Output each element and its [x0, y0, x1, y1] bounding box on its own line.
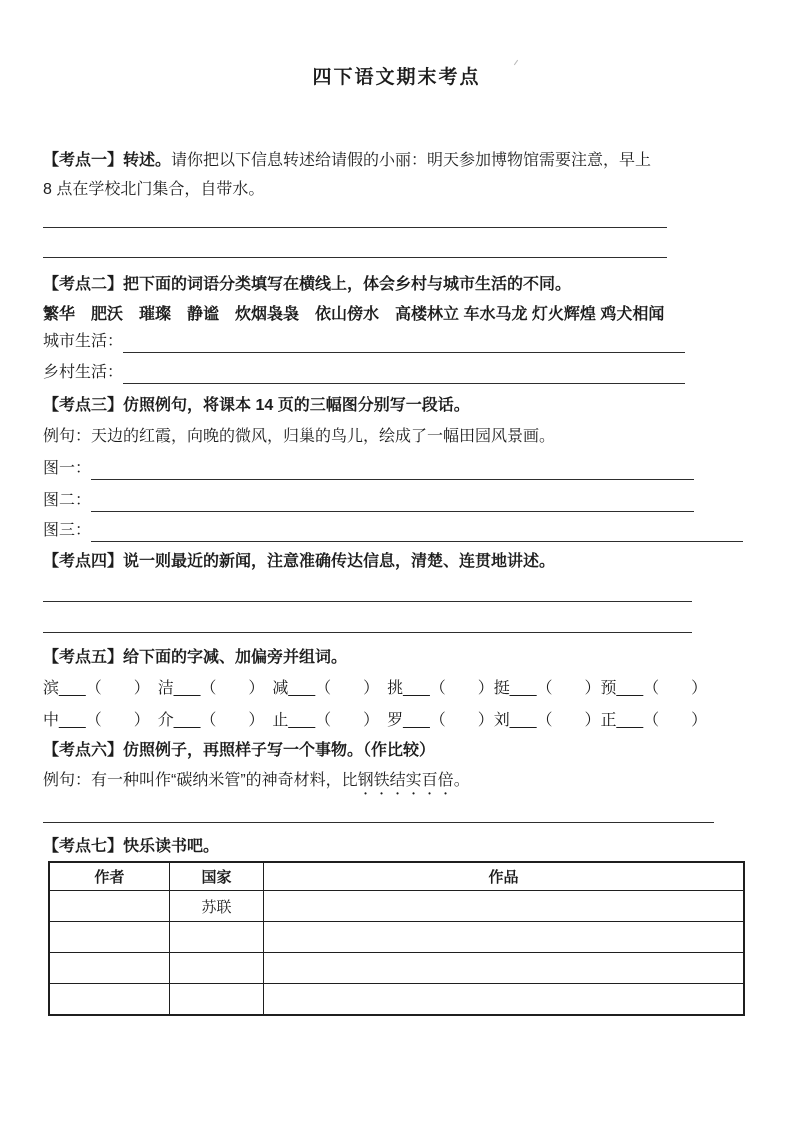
- table-row: [49, 922, 744, 953]
- work-cell: [264, 984, 744, 1016]
- section5-label: 【考点五】给下面的字减、加偏旁并组词。: [43, 649, 348, 666]
- work-cell: [264, 891, 744, 922]
- answer-line: [43, 257, 667, 258]
- figure2-label: 图二：: [43, 492, 92, 509]
- city-life-blank: [123, 335, 685, 353]
- figure1-blank: [91, 462, 694, 480]
- author-cell: [49, 891, 169, 922]
- section4-label: 【考点四】说一则最近的新闻，注意准确传达信息，清楚、连贯地讲述。: [43, 553, 556, 570]
- section1-line2: 8 点在学校北门集合，自带水。: [43, 181, 265, 198]
- answer-line: [43, 822, 714, 823]
- country-cell: [169, 953, 263, 984]
- author-cell: [49, 984, 169, 1016]
- work-cell: [264, 953, 744, 984]
- section1-text: 请你把以下信息转述给请假的小丽：明天参加博物馆需要注意，早上: [171, 152, 652, 169]
- section3-example: 例句：天边的红霞，向晚的微风，归巢的鸟儿，绘成了一幅田园风景画。: [43, 428, 556, 445]
- figure2-blank: [91, 494, 694, 512]
- village-life-label: 乡村生活：: [43, 364, 124, 381]
- work-column-header: 作品: [264, 862, 744, 891]
- table-row: [49, 984, 744, 1016]
- answer-line: [43, 632, 692, 633]
- section2-city-row: [43, 331, 685, 353]
- figure3-blank: [91, 524, 743, 542]
- table-row: [49, 891, 744, 922]
- section2-label: 【考点二】把下面的词语分类填写在横线上，体会乡村与城市生活的不同。: [43, 276, 572, 293]
- figure3-label: 图三：: [43, 522, 92, 539]
- section6-example: [43, 770, 470, 798]
- reading-table: [48, 861, 745, 1016]
- country-column-header: 国家: [169, 862, 263, 891]
- figure2-row: [43, 490, 694, 512]
- figure1-row: [43, 458, 694, 480]
- table-row: [49, 953, 744, 984]
- section2-village-row: [43, 362, 685, 384]
- page-title: 四下语文期末考点: [312, 67, 481, 88]
- section6-example-pre: 例句：有一种叫作“碳纳米管”的神奇材料，比: [43, 772, 358, 789]
- country-cell: [169, 922, 263, 953]
- answer-line: [43, 601, 692, 602]
- section5-row2: 中___（ ） 介___（ ） 止___（ ） 罗___（ ）刘___（ ）正___（ ）: [43, 712, 708, 729]
- country-cell: 苏联: [169, 891, 263, 922]
- figure1-label: 图一：: [43, 460, 92, 477]
- city-life-label: 城市生活：: [43, 333, 124, 350]
- author-cell: [49, 953, 169, 984]
- country-cell: [169, 984, 263, 1016]
- section1-line1: [43, 150, 651, 172]
- section6-example-post: 。: [453, 772, 470, 789]
- village-life-blank: [123, 366, 685, 384]
- section1-label: 【考点一】转述。: [43, 152, 172, 169]
- section2-word-bank: 繁华 肥沃 璀璨 静谧 炊烟袅袅 依山傍水 高楼林立 车水马龙 灯火辉煌 鸡犬相闻: [43, 306, 665, 323]
- author-cell: [49, 922, 169, 953]
- section7-label: 【考点七】快乐读书吧。: [43, 838, 220, 855]
- section5-row1: 滨___（ ） 洁___（ ） 减___（ ） 挑___（ ）挺___（ ）预___（ ）: [43, 680, 708, 697]
- work-cell: [264, 922, 744, 953]
- section6-example-emphasized: 钢铁结实百倍: [357, 772, 454, 789]
- section3-label: 【考点三】仿照例句，将课本 14 页的三幅图分别写一段话。: [43, 397, 470, 414]
- section6-label: 【考点六】仿照例子，再照样子写一个事物。（作比较）: [43, 742, 436, 759]
- table-header-row: [49, 862, 744, 891]
- figure3-row: [43, 520, 743, 542]
- answer-line: [43, 227, 667, 228]
- author-column-header: 作者: [49, 862, 169, 891]
